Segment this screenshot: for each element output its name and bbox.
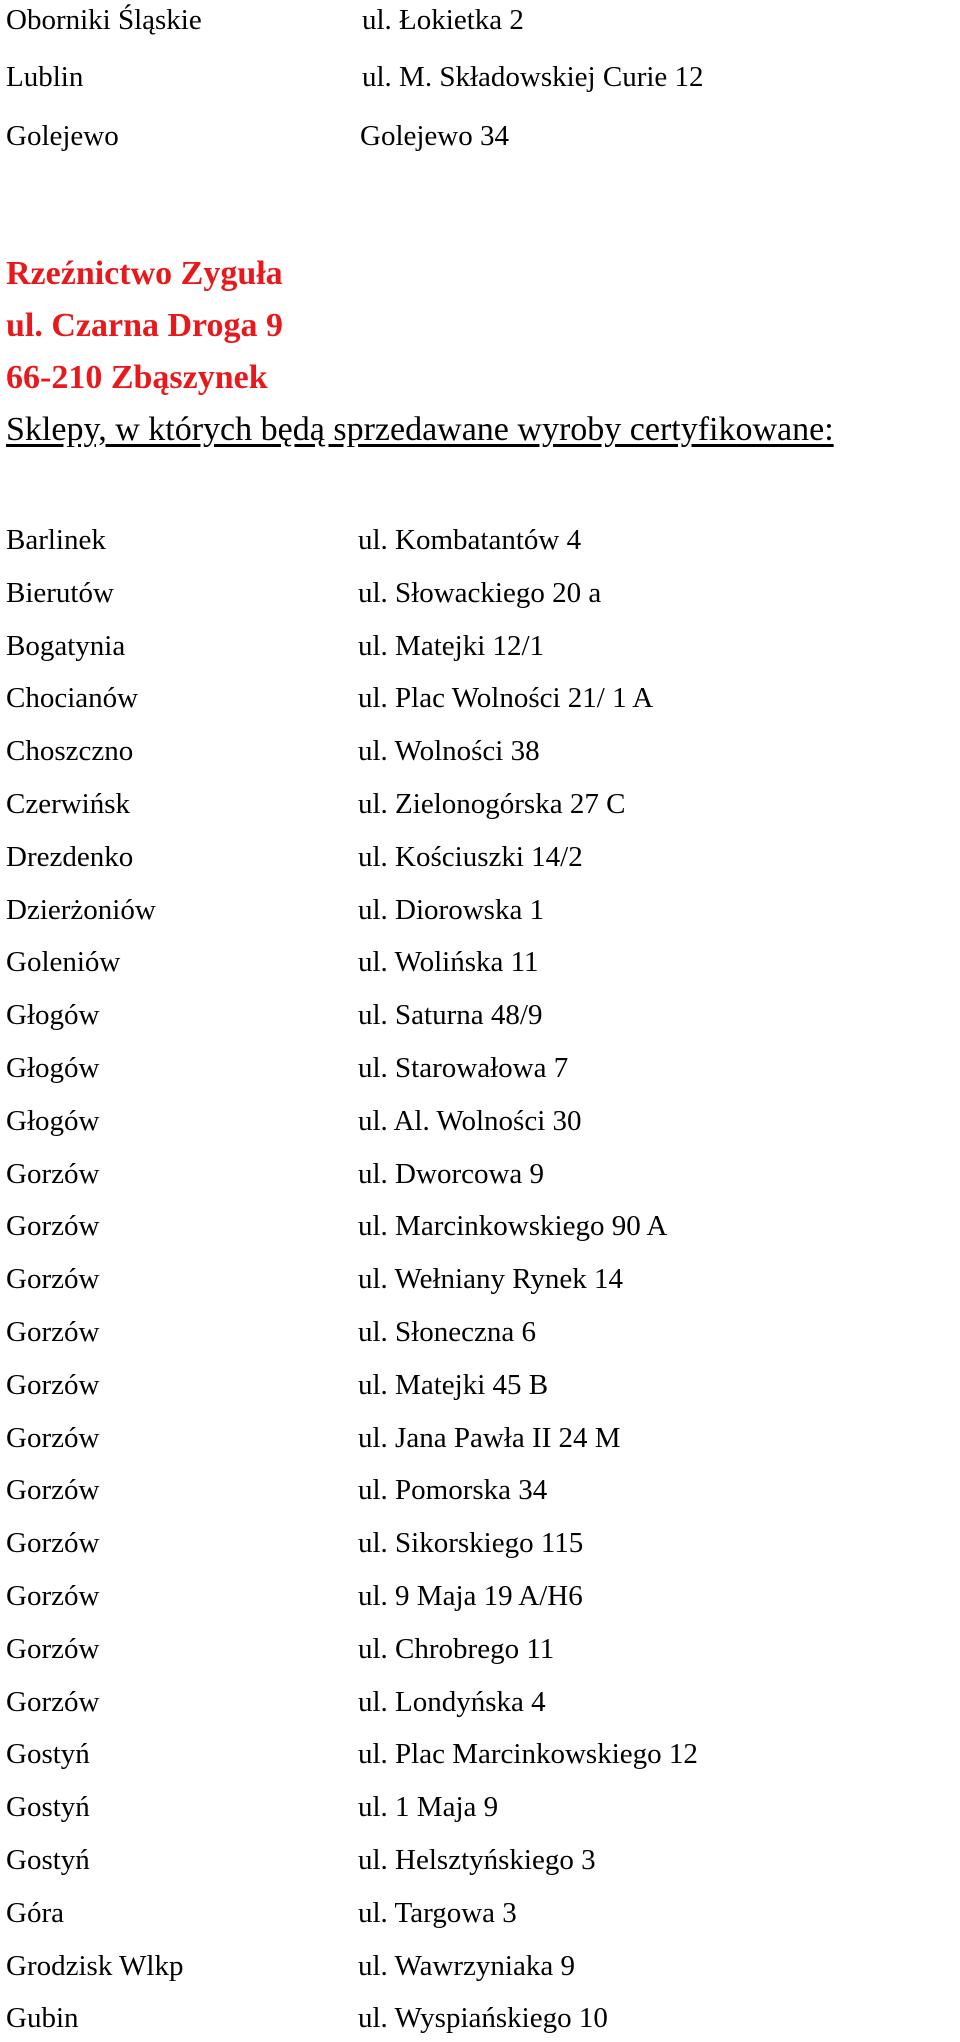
shop-address: ul. Słowackiego 20 a xyxy=(358,577,602,609)
shop-city: Gostyń xyxy=(6,1844,90,1876)
shop-city: Gorzów xyxy=(6,1527,100,1559)
shop-city: Choszczno xyxy=(6,735,134,767)
shop-city: Gubin xyxy=(6,2002,79,2034)
shop-city: Gorzów xyxy=(6,1580,100,1612)
shop-address: ul. 9 Maja 19 A/H6 xyxy=(358,1580,583,1612)
shop-city: Góra xyxy=(6,1897,64,1929)
shop-city: Gorzów xyxy=(6,1474,100,1506)
shop-address: ul. Kombatantów 4 xyxy=(358,524,582,556)
butcher-postal-city: 66-210 Zbąszynek xyxy=(6,359,268,396)
shop-city: Gorzów xyxy=(6,1422,100,1454)
shop-city: Gorzów xyxy=(6,1316,100,1348)
shop-address: ul. Wełniany Rynek 14 xyxy=(358,1263,623,1295)
shop-city: Głogów xyxy=(6,1052,100,1084)
entry-city: Golejewo xyxy=(6,120,119,152)
shop-address: ul. 1 Maja 9 xyxy=(358,1791,499,1823)
shop-city: Bierutów xyxy=(6,577,114,609)
shop-city: Dzierżoniów xyxy=(6,894,156,926)
shop-city: Goleniów xyxy=(6,946,121,978)
shop-address: ul. Słoneczna 6 xyxy=(358,1316,536,1348)
shop-address: ul. Starowałowa 7 xyxy=(358,1052,569,1084)
shop-city: Drezdenko xyxy=(6,841,134,873)
shop-address: ul. Plac Wolności 21/ 1 A xyxy=(358,682,654,714)
butcher-street: ul. Czarna Droga 9 xyxy=(6,307,284,344)
shop-city: Grodzisk Wlkp xyxy=(6,1950,184,1982)
shop-city: Głogów xyxy=(6,999,100,1031)
shop-address: ul. Zielonogórska 27 C xyxy=(358,788,626,820)
shop-address: ul. Targowa 3 xyxy=(358,1897,517,1929)
shop-address: ul. Jana Pawła II 24 M xyxy=(358,1422,621,1454)
shop-city: Gorzów xyxy=(6,1158,100,1190)
shop-address: ul. Wyspiańskiego 10 xyxy=(358,2002,608,2034)
shop-city: Gorzów xyxy=(6,1369,100,1401)
shop-city: Barlinek xyxy=(6,524,106,556)
entry-city: Lublin xyxy=(6,61,84,93)
shop-address: ul. Diorowska 1 xyxy=(358,894,545,926)
entry-address: ul. M. Składowskiej Curie 12 xyxy=(362,61,704,93)
shop-address: ul. Kościuszki 14/2 xyxy=(358,841,583,873)
shop-address: ul. Saturna 48/9 xyxy=(358,999,543,1031)
entry-city: Oborniki Śląskie xyxy=(6,4,202,36)
shop-address: ul. Marcinkowskiego 90 A xyxy=(358,1210,668,1242)
shop-address: ul. Matejki 45 B xyxy=(358,1369,549,1401)
shop-city: Głogów xyxy=(6,1105,100,1137)
shop-address: ul. Dworcowa 9 xyxy=(358,1158,545,1190)
shop-address: ul. Sikorskiego 115 xyxy=(358,1527,584,1559)
shop-city: Gorzów xyxy=(6,1633,100,1665)
shop-city: Chocianów xyxy=(6,682,139,714)
shop-city: Gorzów xyxy=(6,1210,100,1242)
shop-city: Bogatynia xyxy=(6,630,126,662)
shop-address: ul. Al. Wolności 30 xyxy=(358,1105,582,1137)
shop-address: ul. Londyńska 4 xyxy=(358,1686,546,1718)
shop-address: ul. Wawrzyniaka 9 xyxy=(358,1950,575,1982)
shop-city: Gorzów xyxy=(6,1263,100,1295)
shop-address: ul. Helsztyńskiego 3 xyxy=(358,1844,596,1876)
butcher-name: Rzeźnictwo Zyguła xyxy=(6,255,283,292)
shop-address: ul. Matejki 12/1 xyxy=(358,630,545,662)
shop-address: ul. Pomorska 34 xyxy=(358,1474,548,1506)
shops-header: Sklepy, w których będą sprzedawane wyroby certyfikowane: xyxy=(6,411,834,448)
shop-city: Gostyń xyxy=(6,1738,90,1770)
shop-address: ul. Wolności 38 xyxy=(358,735,540,767)
shop-address: ul. Chrobrego 11 xyxy=(358,1633,555,1665)
shop-address: ul. Plac Marcinkowskiego 12 xyxy=(358,1738,698,1770)
shop-address: ul. Wolińska 11 xyxy=(358,946,539,978)
shop-city: Czerwińsk xyxy=(6,788,131,820)
entry-address: Golejewo 34 xyxy=(360,120,509,152)
entry-address: ul. Łokietka 2 xyxy=(362,4,524,36)
shop-city: Gorzów xyxy=(6,1686,100,1718)
shop-city: Gostyń xyxy=(6,1791,90,1823)
